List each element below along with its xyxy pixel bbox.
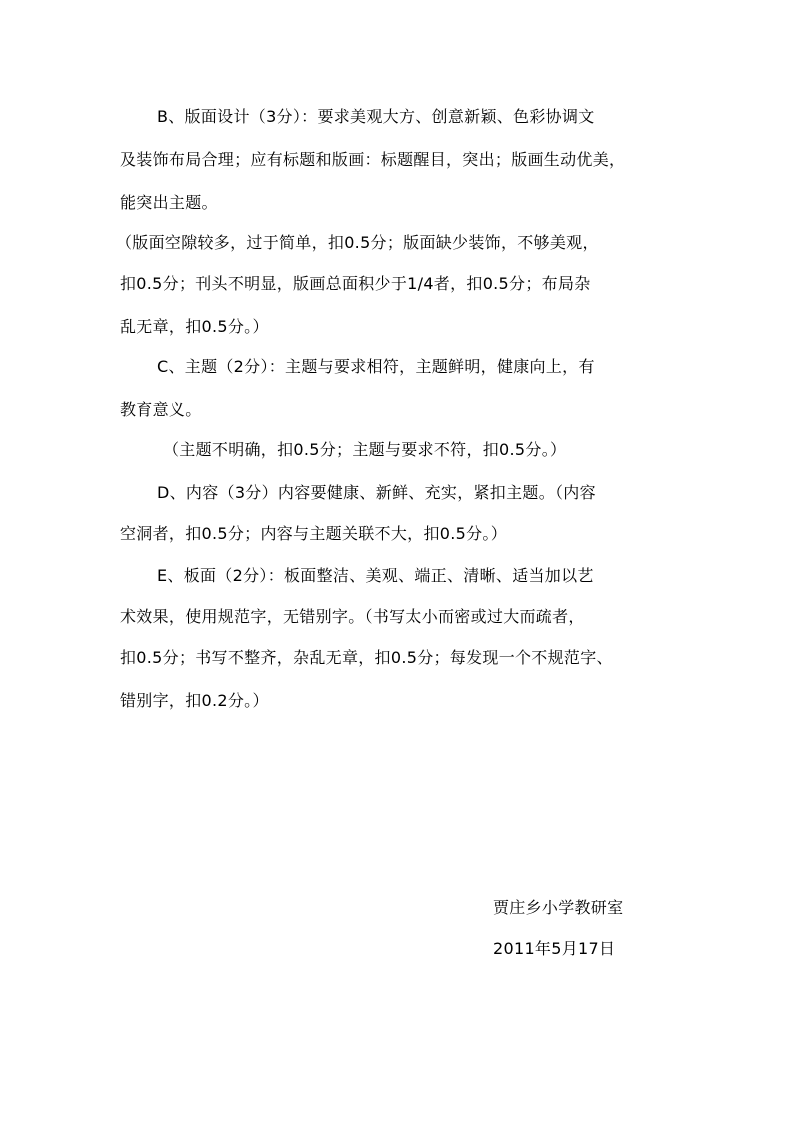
criteria-c-deductions: （主题不明确，扣0.5分；主题与要求不符，扣0.5分。） — [163, 440, 567, 459]
criteria-e-heading: E、板面（2分）：板面整洁、美观、端正、清晰、适当加以艺 — [157, 566, 594, 585]
criteria-d-heading: D、内容（3分）内容要健康、新鲜、充实，紧扣主题。（内容 — [157, 483, 596, 502]
criteria-b-text: 能突出主题。 — [120, 193, 218, 212]
signature-organization: 贾庄乡小学教研室 — [493, 898, 624, 917]
signature-date: 2011年5月17日 — [493, 939, 616, 958]
criteria-e-deductions: 扣0.5分；书写不整齐，杂乱无章，扣0.5分；每发现一个不规范字、 — [120, 648, 613, 667]
criteria-e-deductions: 错别字，扣0.2分。） — [120, 691, 269, 710]
criteria-b-deductions: 乱无章，扣0.5分。） — [120, 317, 269, 336]
criteria-e-text: 术效果，使用规范字，无错别字。（书写太小而密或过大而疏者， — [120, 607, 585, 626]
criteria-c-heading: C、主题（2分）：主题与要求相符，主题鲜明，健康向上，有 — [157, 357, 595, 376]
criteria-c-text: 教育意义。 — [120, 400, 202, 419]
criteria-b-text: 及装饰布局合理；应有标题和版画：标题醒目，突出；版画生动优美， — [120, 150, 626, 169]
criteria-b-deductions: 扣0.5分；刊头不明显，版画总面积少于1/4者，扣0.5分；布局杂 — [120, 274, 591, 293]
criteria-b-deductions: （版面空隙较多，过于简单，扣0.5分；版面缺少装饰，不够美观， — [116, 233, 599, 252]
criteria-b-heading: B、版面设计（3分）：要求美观大方、创意新颖、色彩协调文 — [157, 107, 595, 126]
criteria-d-deductions: 空洞者，扣0.5分；内容与主题关联不大，扣0.5分。） — [120, 524, 507, 543]
